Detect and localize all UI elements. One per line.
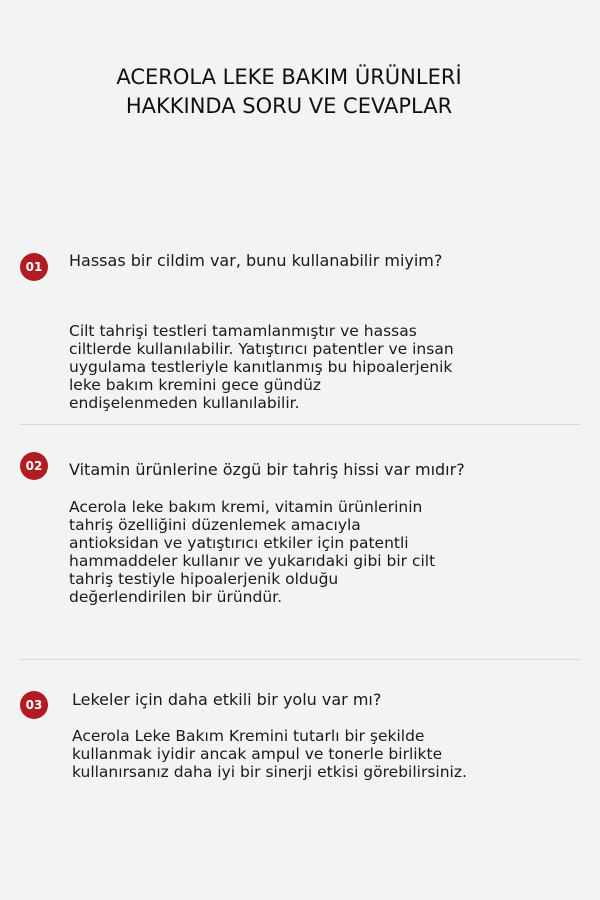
faq-answer-line: tahriş testiyle hipoalerjenik olduğu <box>69 570 339 588</box>
faq-answer-line: değerlendirilen bir üründür. <box>69 588 283 606</box>
section-divider <box>20 659 580 660</box>
faq-answer-line: leke bakım kremini gece gündüz <box>69 376 322 394</box>
faq-answer-line: tahriş özelliğini düzenlemek amacıyla <box>69 516 361 534</box>
page-title-line-1: ACEROLA LEKE BAKIM ÜRÜNLERİ <box>116 65 462 89</box>
faq-answer-line: uygulama testleriyle kanıtlanmış bu hipoalerjenik <box>69 358 453 376</box>
faq-number-badge: 03 <box>20 691 48 719</box>
faq-question: Hassas bir cildim var, bunu kullanabilir miyim? <box>69 251 443 270</box>
faq-answer-line: Cilt tahrişi testleri tamamlanmıştır ve hassas <box>69 322 417 340</box>
faq-answer <box>69 322 454 412</box>
faq-answer-line: ciltlerde kullanılabilir. Yatıştırıcı patentler ve insan <box>69 340 454 358</box>
page-title <box>0 63 578 121</box>
faq-answer-line: Acerola Leke Bakım Kremini tutarlı bir şekilde <box>72 727 425 745</box>
faq-answer-line: hammaddeler kullanır ve yukarıdaki gibi bir cilt <box>69 552 436 570</box>
faq-answer-line: endişelenmeden kullanılabilir. <box>69 394 300 412</box>
faq-answer-line: kullanmak iyidir ancak ampul ve tonerle birlikte <box>72 745 443 763</box>
faq-answer <box>72 727 467 781</box>
faq-number-badge: 01 <box>20 253 48 281</box>
faq-question: Vitamin ürünlerine özgü bir tahriş hissi var mıdır? <box>69 460 465 479</box>
faq-answer <box>69 498 435 606</box>
section-divider <box>20 424 580 425</box>
faq-answer-line: antioksidan ve yatıştırıcı etkiler için patentli <box>69 534 409 552</box>
page-title-line-2: HAKKINDA SORU VE CEVAPLAR <box>125 94 453 118</box>
faq-number-badge: 02 <box>20 452 48 480</box>
faq-question: Lekeler için daha etkili bir yolu var mı? <box>72 690 382 709</box>
faq-answer-line: Acerola leke bakım kremi, vitamin ürünlerinin <box>69 498 423 516</box>
faq-answer-line: kullanırsanız daha iyi bir sinerji etkisi görebilirsiniz. <box>72 763 467 781</box>
